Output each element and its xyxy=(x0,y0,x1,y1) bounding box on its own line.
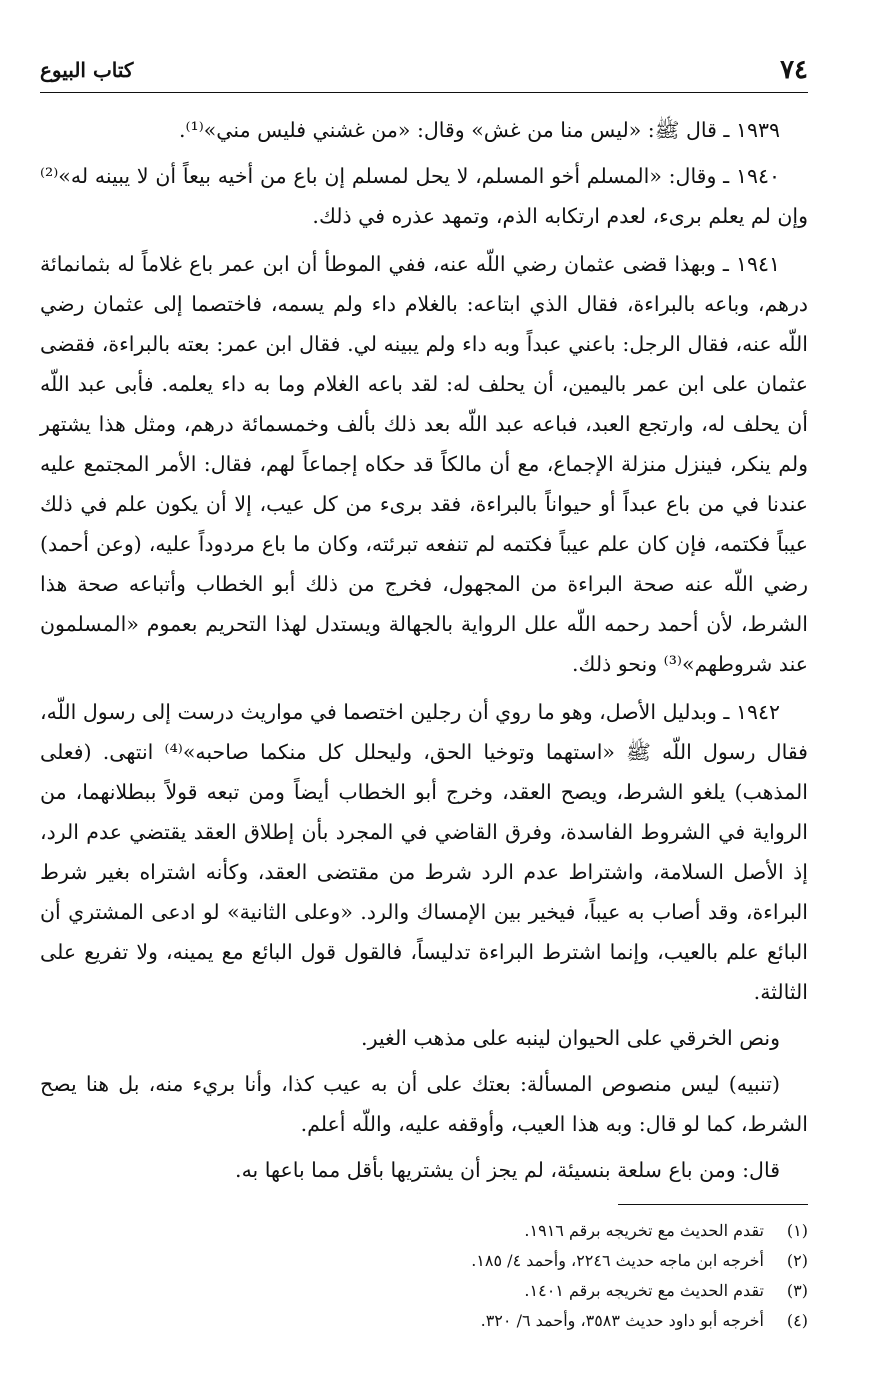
footnote-number: (٣) xyxy=(786,1281,808,1300)
footnote-number: (٤) xyxy=(786,1311,808,1330)
footnote-number: (١) xyxy=(786,1221,808,1240)
paragraph-kharqi: ونص الخرقي على الحيوان لينبه على مذهب الغير. xyxy=(361,1026,780,1050)
footnote-2 xyxy=(40,1246,808,1276)
running-head: كتاب البيوع xyxy=(40,58,134,82)
paragraph-1941: ١٩٤١ ـ وبهذا قضى عثمان رضي اللّه عنه، ففي الموطأ أن ابن عمر باع غلاماً له بثمانمائة درهم، وباعه بالبراءة، فقال الذي ابتاعه: بالغلام داء ولم يسمه، فاختصما إلى عثمان رضي اللّه عنه، فقال الرجل: باعني عبداً وبه داء ولم يبينه لي. فقال ابن عمر: بعته بالبراءة، فقضى عثمان على ابن عمر باليمين، أن يحلف له: لقد باعه الغلام وما به داء يعلمه. فأبى عبد اللّه أن يحلف له، وارتجع العبد، فباعه عبد اللّه بعد ذلك بألف وخمسمائة درهم، ومثل هذا يشتهر ولم ينكر، فينزل منزلة الإجماع، مع أن مالكاً قد حكاه إجماعاً لهم، فقال: الأمر المجتمع عليه عندنا في من باع عبداً أو حيواناً بالبراءة، فقد برىء من كل عيب، إلا أن يكون علم في ذلك عيباً فكتمه، فإن كان علم عيباً فكتمه لم تنفعه تبرئته، وكان ما باع مردوداً عليه، (وعن أحمد) رضي اللّه عنه صحة البراءة من المجهول، فخرج من ذلك أبو الخطاب وأتباعه صحة هذا الشرط، لأن أحمد رحمه اللّه علل الرواية بالجهالة ويستدل لهذا التحريم بعموم «المسلمون عند شروطهم»⁽³⁾ ونحو ذلك. xyxy=(40,252,809,676)
main-text xyxy=(40,110,808,1196)
footnote-3 xyxy=(40,1276,808,1306)
page-number: ٧٤ xyxy=(780,55,808,85)
footnote-number: (٢) xyxy=(786,1251,808,1270)
footnote-text: أخرجه أبو داود حديث ٣٥٨٣، وأحمد ٦/ ٣٢٠. xyxy=(480,1311,764,1330)
paragraph-1942: ١٩٤٢ ـ وبدليل الأصل، وهو ما روي أن رجلين اختصما في مواريث درست إلى رسول اللّه، فقال رسول اللّه ﷺ «استهما وتوخيا الحق، وليحلل كل منكما صاحبه»⁽⁴⁾ انتهى. (فعلى المذهب) يلغو الشرط، ويصح العقد، وخرج أبو الخطاب أيضاً ومن تبعه قولاً ببطلانهما، من الرواية في الشروط الفاسدة، وفرق القاضي في المجرد بأن إطلاق العقد يقتضي عدم الرد، إذ الأصل السلامة، واشتراط عدم الرد شرط من مقتضى العقد، وكأنه اشتراه بغير شرط البراءة، وقد أصاب به عيباً، فيخير بين الإمساك والرد. «وعلى الثانية» لو ادعى المشتري أن البائع علم بالعيب، وإنما اشترط البراءة تدليساً، فالقول قول البائع مع يمينه، ولا تفريع على الثالثة. xyxy=(40,700,808,1004)
footnote-4 xyxy=(40,1306,808,1336)
footnote-text: تقدم الحديث مع تخريجه برقم ١٤٠١. xyxy=(524,1281,764,1300)
footnote-1 xyxy=(40,1216,808,1246)
page-header xyxy=(40,52,808,93)
paragraph-qala: قال: ومن باع سلعة بنسيئة، لم يجز أن يشتريها بأقل مما باعها به. xyxy=(235,1158,780,1182)
footnote-text: أخرجه ابن ماجه حديث ٢٢٤٦، وأحمد ٤/ ١٨٥. xyxy=(471,1251,764,1270)
paragraph-1939: ١٩٣٩ ـ قال ﷺ: «ليس منا من غش» وقال: «من غشني فليس مني»⁽¹⁾. xyxy=(178,118,780,142)
footnotes xyxy=(40,1216,808,1336)
paragraph-tanbih: (تنبيه) ليس منصوص المسألة: بعتك على أن به عيب كذا، وأنا بريء منه، بل هنا يصح الشرط، كما لو قال: وبه هذا العيب، وأوقفه عليه، واللّه أعلم. xyxy=(40,1072,808,1136)
book-page xyxy=(40,40,808,1360)
footnote-divider xyxy=(618,1204,808,1205)
footnote-text: تقدم الحديث مع تخريجه برقم ١٩١٦. xyxy=(524,1221,764,1240)
paragraph-1940: ١٩٤٠ ـ وقال: «المسلم أخو المسلم، لا يحل لمسلم إن باع من أخيه بيعاً أن لا يبينه له»⁽²⁾ وإن لم يعلم برىء، لعدم ارتكابه الذم، وتمهد عذره في ذلك. xyxy=(40,164,808,228)
